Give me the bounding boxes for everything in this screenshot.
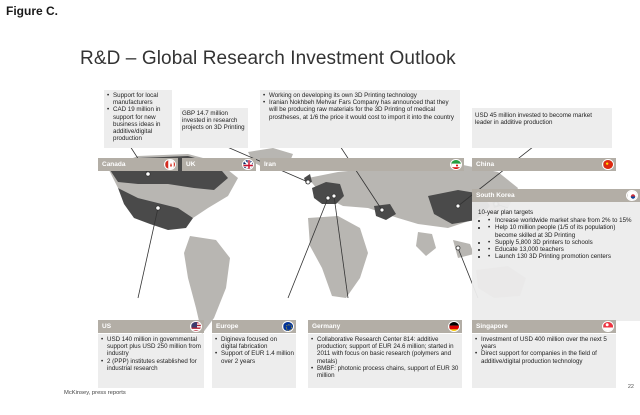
us-flag-icon xyxy=(190,321,202,332)
germany-bullet: • BMBF: photonic process chains, support of EUR 30 million xyxy=(310,365,460,379)
iran-bullet: • Iranian Nokhbeh Mehvar Fars Company has announced that they will be producing raw materials for the 3D Printing of medical prostheses, at 1/6 the price it would cost to import it into the country xyxy=(262,99,458,121)
iran-note xyxy=(260,90,460,148)
canada-note xyxy=(104,90,172,148)
singapore-note xyxy=(472,334,616,388)
south-korea-flag-icon xyxy=(626,190,638,201)
south-korea-bullet: • • Help 10 million people (1/5 of its population) become skilled at 3D Printing xyxy=(488,224,636,238)
singapore-bullet: • Direct support for companies in the field of additive/digital production technology xyxy=(474,350,614,364)
slide xyxy=(62,38,640,408)
singapore-label xyxy=(472,320,616,333)
canada-label xyxy=(98,158,178,171)
china-note xyxy=(472,108,612,148)
uk-note xyxy=(180,108,248,148)
us-label xyxy=(98,320,204,333)
europe-label xyxy=(212,320,296,333)
canada-bullet: • CAD 19 million in support for new business ideas in additive/digital production xyxy=(106,106,170,142)
china-text: USD 45 million invested to become market leader in additive production xyxy=(475,112,592,127)
uk-label xyxy=(182,158,256,171)
us-bullet: • USD 140 million in governmental support plus USD 250 million from industry xyxy=(100,336,202,358)
europe-bullet: • Digineva focused on digital fabrication xyxy=(214,336,294,350)
europe-label-text: Europe xyxy=(216,323,239,330)
europe-flag-icon xyxy=(282,321,294,332)
germany-bullet: • Collaborative Research Center 814: additive production; support of EUR 24.6 million; started in 2011 with focus on basic research (polymers and metals) xyxy=(310,336,460,365)
iran-label xyxy=(260,158,464,171)
canada-label-text: Canada xyxy=(102,161,126,168)
singapore-bullet: • Investment of USD 400 million over the next 5 years xyxy=(474,336,614,350)
uk-flag-icon xyxy=(242,159,254,170)
us-label-text: US xyxy=(102,323,112,330)
iran-bullet: • Working on developing its own 3D Printing technology xyxy=(262,92,458,99)
us-note xyxy=(98,334,204,388)
south-korea-intro: 10-year plan targets xyxy=(478,209,534,216)
china-label-text: China xyxy=(476,161,495,168)
us-bullet: • 2 (PPP) institutes established for industrial research xyxy=(100,358,202,372)
south-korea-bullet: • • Launch 130 3D Printing promotion centers xyxy=(488,253,636,260)
germany-label-text: Germany xyxy=(312,323,341,330)
singapore-flag-icon xyxy=(602,321,614,332)
germany-flag-icon xyxy=(448,321,460,332)
south-korea-label xyxy=(472,189,640,202)
china-label xyxy=(472,158,616,171)
canada-flag-icon xyxy=(164,159,176,170)
south-korea-bullet: • • Supply 5,800 3D printers to schools xyxy=(488,239,636,246)
slide-title: R&D – Global Research Investment Outlook xyxy=(80,48,456,69)
canada-bullet: • Support for local manufacturers xyxy=(106,92,170,106)
page-number: 22 xyxy=(627,384,634,390)
uk-text: GBP 14.7 million invested in research projects on 3D Printing xyxy=(182,110,245,132)
source-footer: McKinsey, press reports xyxy=(64,390,126,396)
south-korea-bullet: • • Educate 13,000 teachers xyxy=(488,246,636,253)
uk-label-text: UK xyxy=(186,161,196,168)
figure-label: Figure C. xyxy=(6,4,59,18)
germany-label xyxy=(308,320,462,333)
south-korea-label-text: South Korea xyxy=(476,192,515,199)
iran-flag-icon xyxy=(450,159,462,170)
iran-label-text: Iran xyxy=(264,161,276,168)
europe-bullet: • Support of EUR 1.4 million over 2 years xyxy=(214,350,294,364)
south-korea-note xyxy=(472,189,640,321)
china-flag-icon xyxy=(602,159,614,170)
germany-note xyxy=(308,334,462,388)
singapore-label-text: Singapore xyxy=(476,323,508,330)
europe-note xyxy=(212,334,296,388)
south-korea-bullet: • • Increase worldwide market share from 2% to 15% xyxy=(488,217,636,224)
